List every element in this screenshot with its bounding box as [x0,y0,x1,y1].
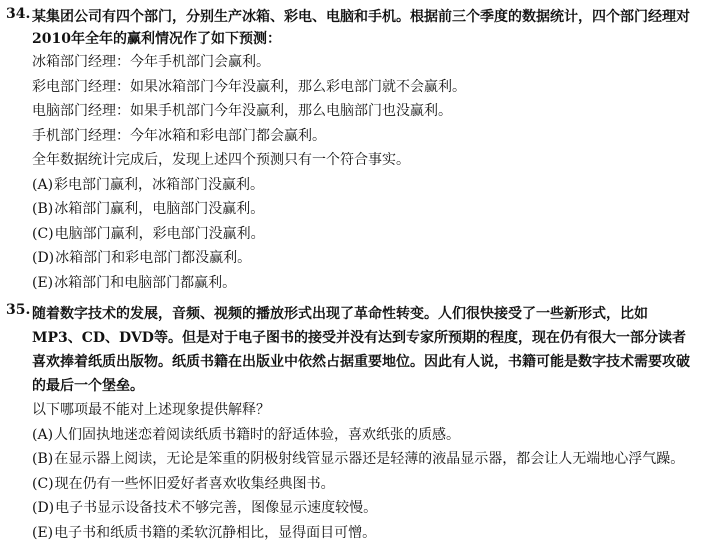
option-label: (C) [32,476,54,492]
option-label: (D) [32,500,54,516]
option-text: 电脑部门赢利，彩电部门没赢利。 [55,226,265,242]
option-label: (A) [32,177,53,193]
option-a [32,423,693,448]
option-label: (E) [32,275,53,291]
option-d [32,246,693,271]
statement-line: 以下哪项最不能对上述现象提供解释？ [32,398,693,423]
question-stem: 某集团公司有四个部门，分别生产冰箱、彩电、电脑和手机。根据前三个季度的数据统计，四个部门经理对2010年全年的赢利情况作了如下预测： [32,6,693,50]
question-34 [6,6,693,295]
question-number: 34. [6,6,30,22]
option-label: (B) [32,451,53,467]
option-e [32,521,693,545]
option-label: (B) [32,201,53,217]
option-e [32,271,693,296]
statement-line: 彩电部门经理：如果冰箱部门今年没赢利，那么彩电部门就不会赢利。 [32,75,693,100]
option-text: 现在仍有一些怀旧爱好者喜欢收集经典图书。 [55,476,335,492]
option-a [32,173,693,198]
option-text: 人们固执地迷恋着阅读纸质书籍时的舒适体验，喜欢纸张的质感。 [54,427,460,443]
statement-line: 全年数据统计完成后，发现上述四个预测只有一个符合事实。 [32,148,693,173]
option-d [32,496,693,521]
option-c [32,472,693,497]
option-text: 电子书显示设备技术不够完善，图像显示速度较慢。 [55,500,377,516]
option-text: 冰箱部门和电脑部门都赢利。 [54,275,236,291]
question-number: 35. [6,302,30,318]
option-text: 冰箱部门赢利，电脑部门没赢利。 [54,201,264,217]
statement-line: 电脑部门经理：如果手机部门今年没赢利，那么电脑部门也没赢利。 [32,99,693,124]
question-stem: 随着数字技术的发展，音频、视频的播放形式出现了革命性转变。人们很快接受了一些新形式，比如MP3、CD、DVD等。但是对于电子图书的接受并没有达到专家所预期的程度，现在仍有很大一部分读者喜欢捧着纸质出版物。纸质书籍在出版业中依然占据重要地位。因此有人说，书籍可能是数字技术需要攻破的最后一个堡垒。 [32,302,693,398]
option-c [32,222,693,247]
option-b [32,197,693,222]
option-text: 彩电部门赢利，冰箱部门没赢利。 [54,177,264,193]
option-b [32,447,693,472]
option-text: 在显示器上阅读，无论是笨重的阴极射线管显示器还是轻薄的液晶显示器，都会让人无端地心浮气躁。 [54,451,684,467]
question-35 [6,302,693,545]
option-label: (A) [32,427,53,443]
option-text: 冰箱部门和彩电部门都没赢利。 [55,250,251,266]
option-label: (E) [32,525,53,541]
statement-line: 手机部门经理：今年冰箱和彩电部门都会赢利。 [32,124,693,149]
statement-line: 冰箱部门经理：今年手机部门会赢利。 [32,50,693,75]
option-label: (C) [32,226,54,242]
option-label: (D) [32,250,54,266]
option-text: 电子书和纸质书籍的柔软沉静相比，显得面目可憎。 [54,525,376,541]
